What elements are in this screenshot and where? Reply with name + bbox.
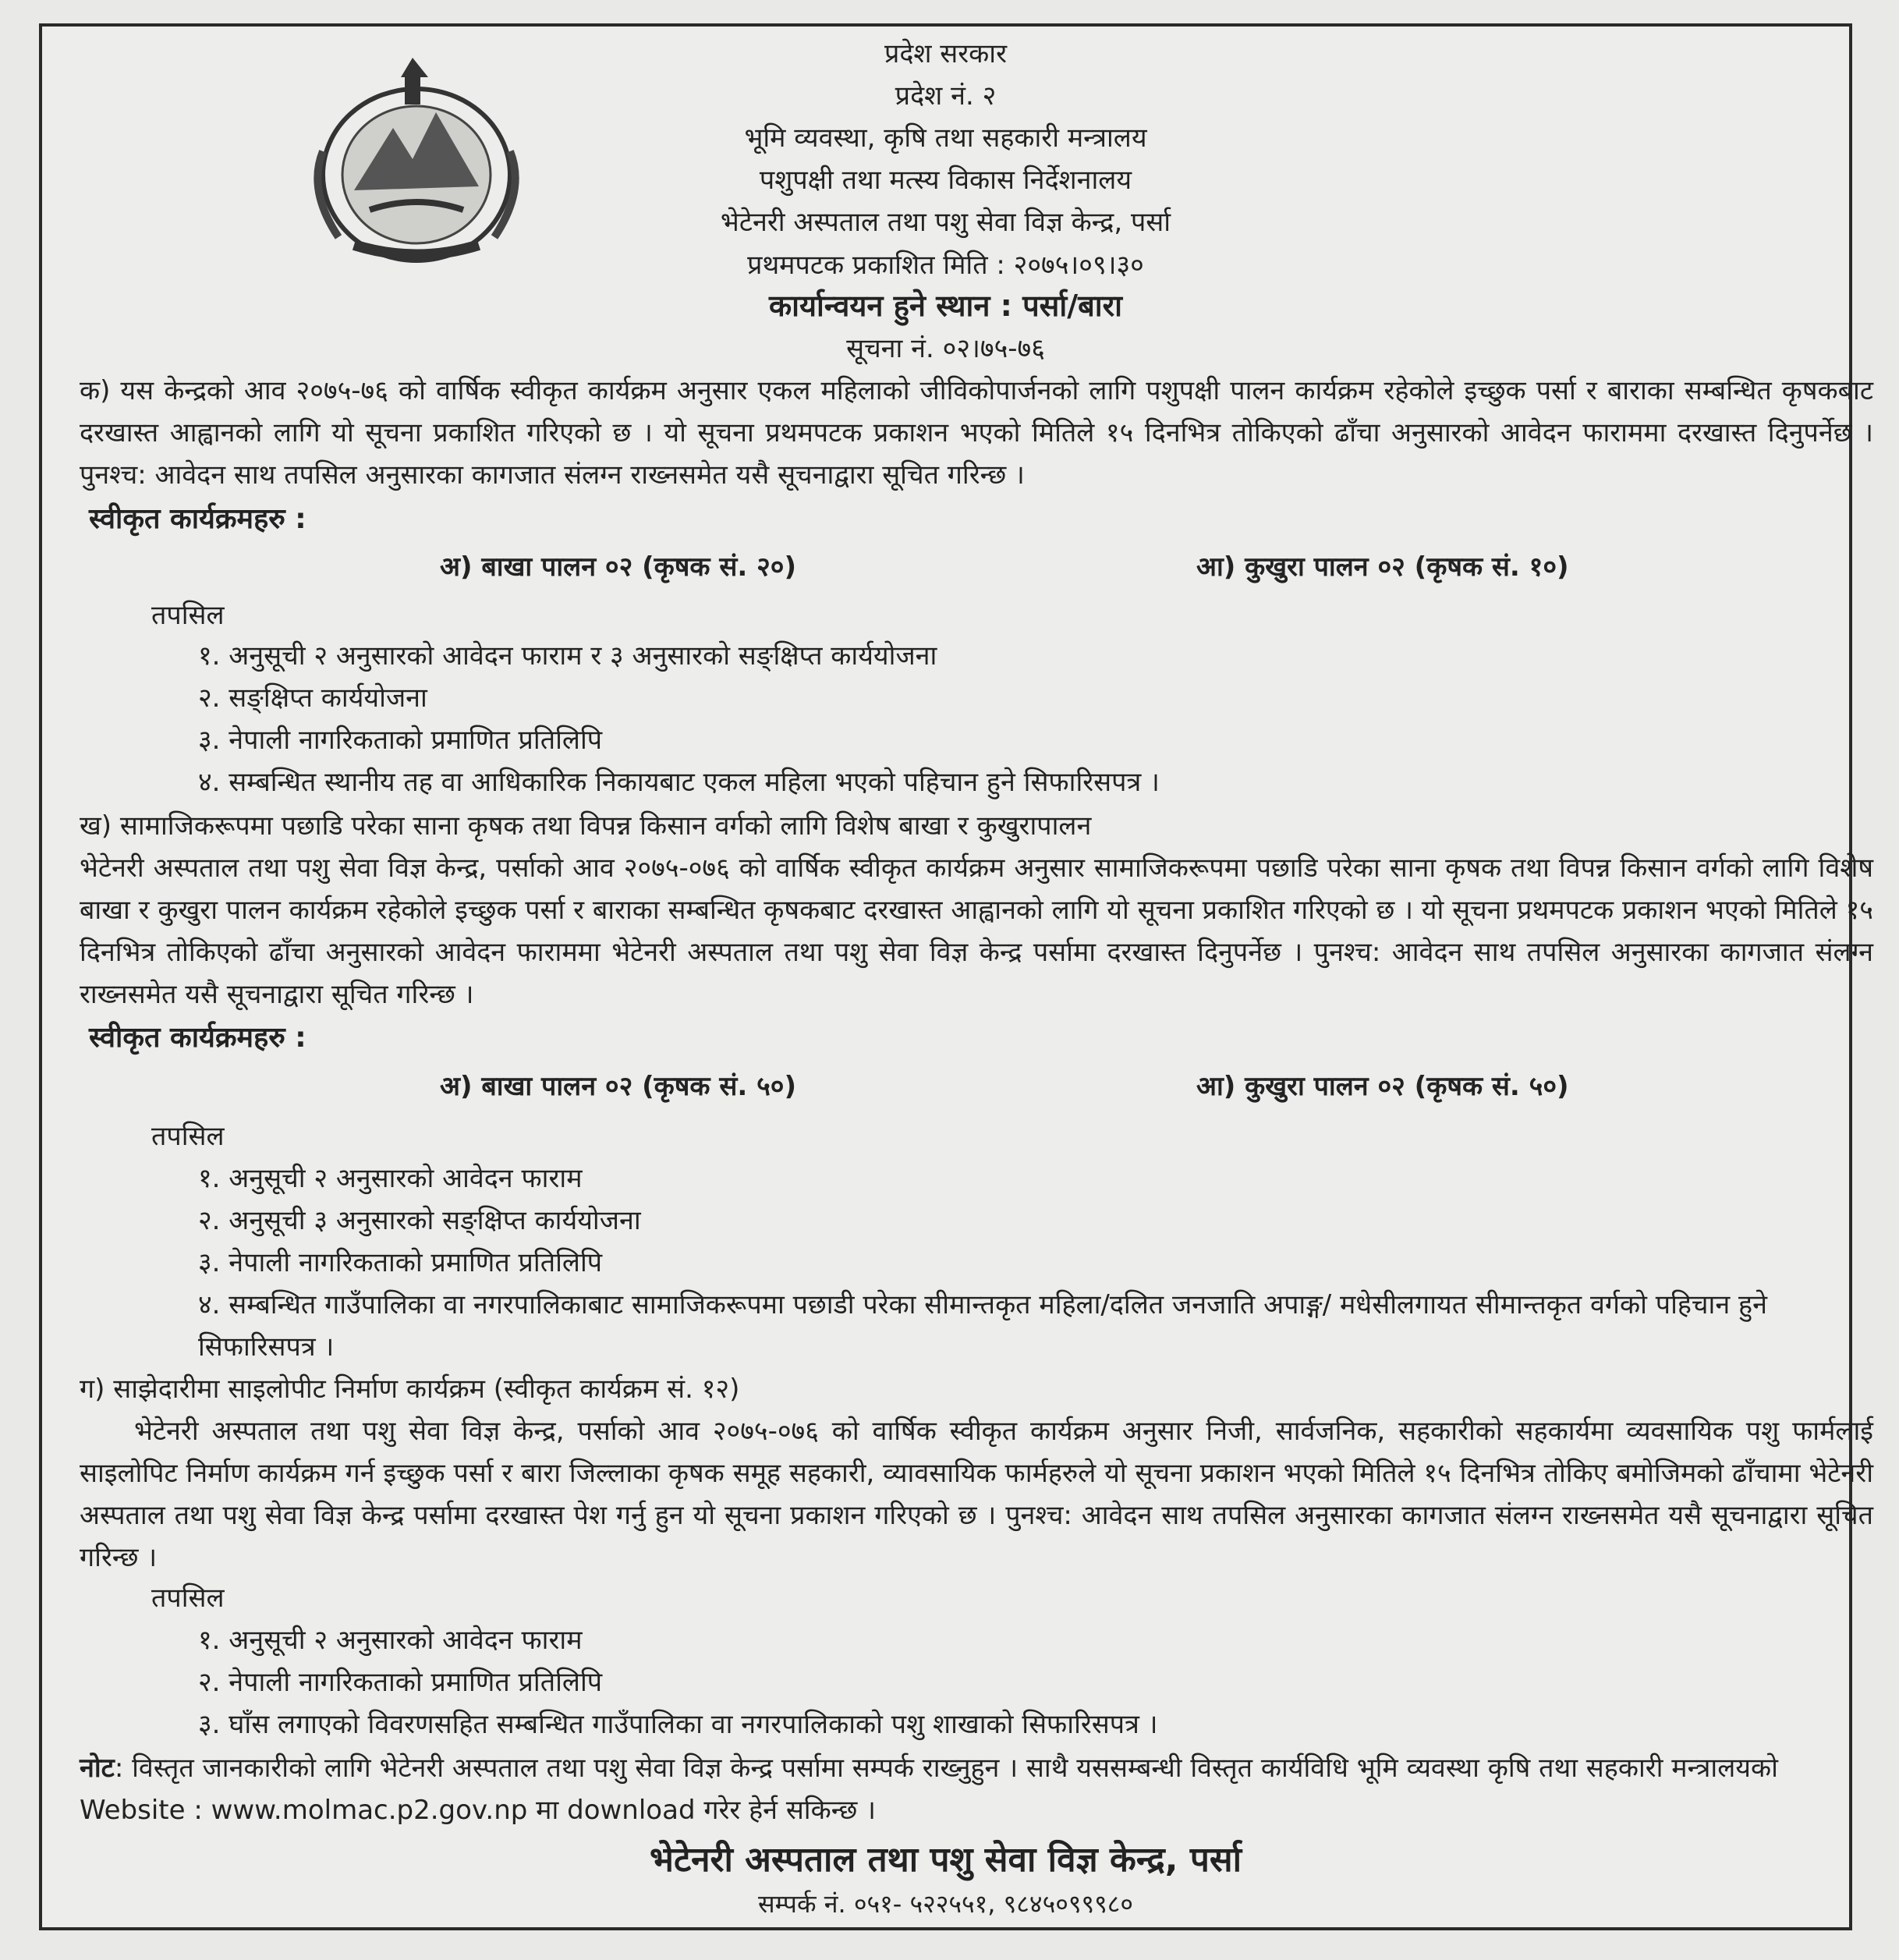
program-poultry-ka: आ) कुखुरा पालन ०२ (कृषक सं. १०) bbox=[1196, 551, 1569, 583]
list-item: २. अनुसूची ३ अनुसारको सङ्क्षिप्त कार्ययोजना bbox=[198, 1205, 641, 1236]
list-item: १. अनुसूची २ अनुसारको आवेदन फाराम bbox=[198, 1163, 583, 1194]
location-heading: कार्यान्वयन हुने स्थान : पर्सा/बारा bbox=[768, 289, 1123, 323]
list-item: ३. नेपाली नागरिकताको प्रमाणित प्रतिलिपि bbox=[198, 1247, 603, 1278]
list-item: २. नेपाली नागरिकताको प्रमाणित प्रतिलिपि bbox=[198, 1667, 603, 1698]
list-item: ४. सम्बन्धित गाउँपालिका वा नगरपालिकाबाट सामाजिकरूपमा पछाडी परेका सीमान्तकृत महिला/दलित जनजाति अपाङ्ग/ मधेसीलगायत सीमान्तकृत वर्गको पहिचान हुने सिफारिसपत्र । bbox=[198, 1289, 1767, 1363]
notice-frame bbox=[39, 23, 1874, 1930]
note-paragraph bbox=[80, 1747, 1873, 1831]
published-date: प्रथमपटक प्रकाशित मिति : २०७५।०९।३० bbox=[747, 250, 1144, 281]
note-text: : विस्तृत जानकारीको लागि भेटेनरी अस्पताल तथा पशु सेवा विज्ञ केन्द्र पर्सामा सम्पर्क राख्नुहुन । साथै यससम्बन्धी विस्तृत कार्यविधि भूमि व्यवस्था कृषि तथा सहकारी मन्त्रालयको Website : www.molmac.p2.gov.np मा download गरेर हेर्न सकिन्छ । bbox=[80, 1753, 1778, 1826]
header-line-3: भूमि व्यवस्था, कृषि तथा सहकारी मन्त्रालय bbox=[744, 122, 1147, 154]
section-kha-paragraph: भेटेनरी अस्पताल तथा पशु सेवा विज्ञ केन्द्र, पर्साको आव २०७५-०७६ को वार्षिक स्वीकृत कार्यक्रम अनुसार सामाजिकरूपमा पछाडि परेका साना कृषक तथा विपन्न किसान वर्गको लागि विशेष बाखा र कुखुरा पालन कार्यक्रम रहेकोले इच्छुक पर्सा र बाराका सम्बन्धित कृषकबाट दरखास्त आह्वानको लागि यो सूचना प्रकाशित गरिएको छ । यो सूचना प्रथमपटक प्रकाशन भएको मितिले १५ दिनभित्र तोकिएको ढाँचा अनुसारको आवेदन फाराममा भेटेनरी अस्पताल तथा पशु सेवा विज्ञ केन्द्र पर्सामा दरखास्त दिनुपर्नेछ । पुनश्च: आवेदन साथ तपसिल अनुसारका कागजात संलग्न राख्नसमेत यसै सूचनाद्वारा सूचित गरिन्छ । bbox=[80, 852, 1873, 1010]
footer-contact: सम्पर्क नं. ०५१- ५२२५५१, ९८४५०९९९८० bbox=[757, 1889, 1134, 1919]
approved-programs-heading-ka: स्वीकृत कार्यक्रमहरु : bbox=[89, 503, 306, 535]
header-line-1: प्रदेश सरकार bbox=[884, 38, 1008, 69]
list-item: १. अनुसूची २ अनुसारको आवेदन फाराम bbox=[198, 1625, 583, 1656]
approved-programs-heading-kha: स्वीकृत कार्यक्रमहरु : bbox=[89, 1022, 306, 1054]
note-label: नोट bbox=[80, 1753, 115, 1784]
program-goat-ka: अ) बाखा पालन ०२ (कृषक सं. २०) bbox=[440, 551, 796, 583]
header-line-4: पशुपक्षी तथा मत्स्य विकास निर्देशनालय bbox=[759, 165, 1132, 196]
section-kha-title: ख) सामाजिकरूपमा पछाडि परेका साना कृषक तथा विपन्न किसान वर्गको लागि विशेष बाखा र कुखुरापालन bbox=[80, 810, 1092, 842]
notice-number: सूचना नं. ०२।७५-७६ bbox=[846, 333, 1045, 364]
program-goat-kha: अ) बाखा पालन ०२ (कृषक सं. ५०) bbox=[440, 1071, 796, 1102]
header-line-2: प्रदेश नं. २ bbox=[895, 80, 997, 112]
section-ka-paragraph: क) यस केन्द्रको आव २०७५-७६ को वार्षिक स्वीकृत कार्यक्रम अनुसार एकल महिलाको जीविकोपार्जनको लागि पशुपक्षी पालन कार्यक्रम रहेकोले इच्छुक पर्सा र बाराका सम्बन्धित कृषकबाट दरखास्त आह्वानको लागि यो सूचना प्रकाशित गरिएको छ । यो सूचना प्रथमपटक प्रकाशन भएको मितिले १५ दिनभित्र तोकिएको ढाँचा अनुसारको आवेदन फाराममा दरखास्त दिनुपर्नेछ । पुनश्च: आवेदन साथ तपसिल अनुसारका कागजात संलग्न राख्नसमेत यसै सूचनाद्वारा सूचित गरिन्छ । bbox=[80, 375, 1874, 491]
list-item: ३. नेपाली नागरिकताको प्रमाणित प्रतिलिपि bbox=[198, 725, 603, 756]
footer-organization: भेटेनरी अस्पताल तथा पशु सेवा विज्ञ केन्द्र, पर्सा bbox=[650, 1840, 1242, 1880]
list-item: ३. घाँस लगाएको विवरणसहित सम्बन्धित गाउँपालिका वा नगरपालिकाको पशु शाखाको सिफारिसपत्र । bbox=[198, 1709, 1158, 1740]
tapsil-label-ka: तपसिल bbox=[151, 600, 225, 631]
list-item: १. अनुसूची २ अनुसारको आवेदन फाराम र ३ अनुसारको सङ्क्षिप्त कार्ययोजना bbox=[198, 640, 937, 672]
section-ga-title: ग) साझेदारीमा साइलोपीट निर्माण कार्यक्रम (स्वीकृत कार्यक्रम सं. १२) bbox=[80, 1373, 740, 1405]
program-poultry-kha: आ) कुखुरा पालन ०२ (कृषक सं. ५०) bbox=[1196, 1071, 1569, 1102]
list-item: २. सङ्क्षिप्त कार्ययोजना bbox=[198, 682, 427, 714]
list-item: ४. सम्बन्धित स्थानीय तह वा आधिकारिक निकायबाट एकल महिला भएको पहिचान हुने सिफारिसपत्र । bbox=[198, 767, 1160, 798]
tapsil-label-ga: तपसिल bbox=[151, 1583, 225, 1614]
section-ga-paragraph: भेटेनरी अस्पताल तथा पशु सेवा विज्ञ केन्द्र, पर्साको आव २०७५-०७६ को वार्षिक स्वीकृत कार्यक्रम अनुसार निजी, सार्वजनिक, सहकारीको सहकार्यमा व्यवसायिक पशु फार्मलाई साइलोपिट निर्माण कार्यक्रम गर्न इच्छुक पर्सा र बारा जिल्लाका कृषक समूह सहकारी, व्यावसायिक फार्महरुले यो सूचना प्रकाशन भएको मितिले १५ दिनभित्र तोकिए बमोजिमको ढाँचामा भेटेनरी अस्पताल तथा पशु सेवा विज्ञ केन्द्र पर्सामा दरखास्त पेश गर्नु हुन यो सूचना प्रकाशन गरिएको छ । पुनश्च: आवेदन साथ तपसिल अनुसारका कागजात संलग्न राख्नसमेत यसै सूचनाद्वारा सूचित गरिन्छ । bbox=[80, 1416, 1873, 1573]
tapsil-label-kha: तपसिल bbox=[151, 1121, 225, 1152]
header-line-5: भेटेनरी अस्पताल तथा पशु सेवा विज्ञ केन्द्र, पर्सा bbox=[720, 207, 1171, 238]
